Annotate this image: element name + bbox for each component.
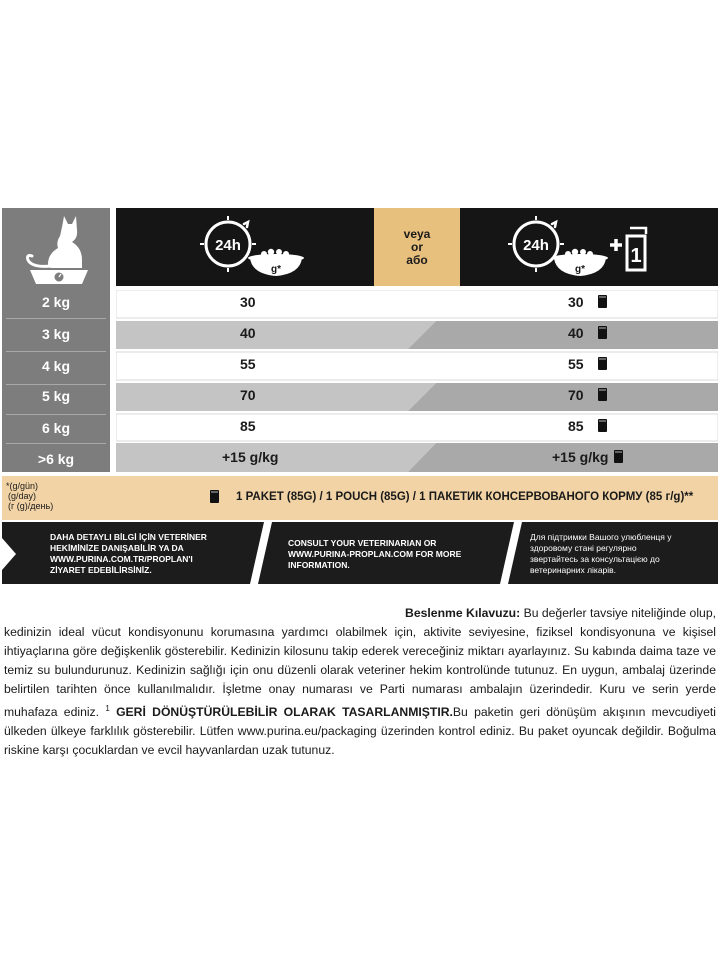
guide-lead: Beslenme Kılavuzu: Bu değerler tavsiye niteliğinde olup, [405,606,716,620]
pouch-icon [598,419,607,432]
mixed-amount: 30 [568,294,584,310]
divider [6,384,106,385]
or-word: або [406,252,428,267]
dry-amount: 70 [240,387,256,403]
mixed-amount: 70 [568,387,584,403]
dry-amount: 55 [240,356,256,372]
pouch-icon [598,388,607,401]
cat-on-scale-icon [2,208,110,288]
clock-bowl-pouch-icon [460,208,718,286]
svg-text:1: 1 [630,245,642,267]
svg-text:24h: 24h [523,237,549,254]
divider [6,351,106,352]
band-separator [500,522,530,584]
unit-note: (g/day) [8,491,37,501]
header-dry-only [116,208,374,286]
or-word: veya [403,226,431,241]
divider [6,443,106,444]
weight-label: 2 kg [41,294,70,310]
feeding-guide-text: Beslenme Kılavuzu: Bu değerler tavsiye niteliğinde olup, kedinizin ideal vücut kondisyonunu korumasına yardımcı olabilmek için, aktivite seviyesine, fiziksel kondisyonuna ve kişisel ihtiyaçlarına göre değişkenlik gösterebilir. Kedinizin kilosunu takip ederek vereceğiniz miktarı ayarlayınız. Su kabında daima taze ve temiz su bulundurunuz. Kedinizin sağlığı için onu düzenli olarak veteriner hekim kontrolünde tutunuz. En uygun, ambalaj üzerinde belirtilen tarihten önce kullanılmalıdır. İşletme onay numarası ve Parti numarası ambalajın üzerindedir. Kuru ve serin yerde muhafaza ediniz. $^1$ GERİ DÖNÜŞTÜRÜLEBİLİR OLARAK TASARLANMIŞTIR.Bu paketin geri dönüşüm akışının mevcudiyeti ülkeden ülkeye farklılık gösterebilir. Lütfen www.purina.eu/packaging üzerinden kontrol ediniz. Bu paket oyuncak değildir. Boğulma riskine karşı çocuklardan ve evcil hayvanlardan uzak tutunuz. [4,606,717,758]
bowl-unit: g* [271,264,281,275]
consult-text-tr: DAHA DETAYLI BİLGİ İÇİN VETERİNER HEKİMİNİZE DANIŞABİLİR YA DA WWW.PURINA.COM.TR/PROPLAN'I ZİYARET EDEBİLİRSİNİZ. [50,532,207,575]
dry-amount: +15 g/kg [222,449,279,465]
svg-text:g*: g* [575,264,585,275]
consult-text-en: CONSULT YOUR VETERINARIAN OR WWW.PURINA-PROPLAN.COM FOR MORE INFORMATION. [288,538,462,570]
mixed-amount: 40 [568,325,584,341]
clock-and-bowl-icon [116,208,374,286]
divider [6,318,106,319]
feeding-table [116,290,718,472]
consult-text-uk: Для підтримки Вашого улюбленця у здоровому стані регулярно звертайтесь за консультацією до ветеринарних лікарів. [530,532,672,575]
dry-amount: 85 [240,418,256,434]
pouch-icon [614,450,623,463]
weight-label: 6 kg [41,420,70,436]
divider [6,414,106,415]
mixed-amount: 55 [568,356,584,372]
weight-label: 5 kg [41,388,70,404]
unit-note: (г (g)/день) [8,501,54,511]
clock-label: 24h [215,237,241,254]
weight-label: >6 kg [37,451,75,467]
dry-amount: 30 [240,294,256,310]
pouch-icon [598,295,607,308]
or-word: or [411,239,423,254]
pouch-icon [598,357,607,370]
weight-label: 3 kg [41,326,70,342]
arrow-icon [2,538,16,570]
pouch-icon [598,326,607,339]
unit-note: *(g/gün) [6,481,39,491]
header-dry-plus-pouch [460,208,718,286]
dry-amount: 40 [240,325,256,341]
mixed-amount: 85 [568,418,584,434]
mixed-amount: +15 g/kg [552,449,609,465]
band-separator [250,522,280,584]
or-label [374,208,460,286]
pouch-description: 1 PAKET (85G) / 1 POUCH (85G) / 1 ПАКЕТИК КОНСЕРВОВАНОГО КОРМУ (85 г/g)** [236,491,694,503]
pouch-icon [210,490,219,503]
weight-label: 4 kg [41,358,70,374]
